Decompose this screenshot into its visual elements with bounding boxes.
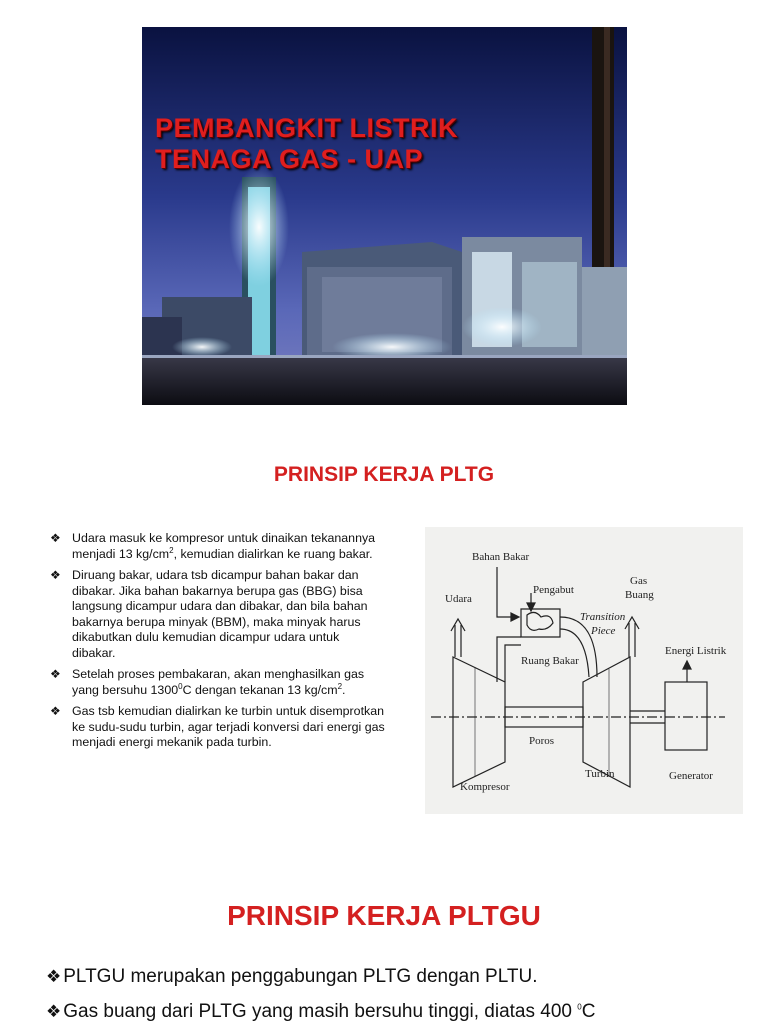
diagram-label-kompresor: Kompresor bbox=[460, 781, 510, 793]
generator-shape bbox=[665, 682, 707, 750]
diamond-bullet-icon: ❖ bbox=[50, 667, 61, 681]
diagram-label-buang: Buang bbox=[625, 589, 654, 601]
cover-photo bbox=[142, 27, 627, 405]
pltgu-bullet-item: ❖ Gas buang dari PLTG yang masih bersuhu tinggi, diatas 400 $^0$C bbox=[46, 1001, 596, 1022]
pltg-section-title: PRINSIP KERJA PLTG bbox=[273, 463, 495, 486]
diagram-label-generator: Generator bbox=[669, 770, 713, 782]
diagram-label-udara: Udara bbox=[445, 593, 472, 605]
pltg-bullet-list bbox=[50, 531, 385, 757]
diagram-label-piece: Piece bbox=[591, 625, 616, 637]
diamond-bullet-icon: ❖ bbox=[50, 531, 61, 545]
cover-title bbox=[155, 113, 458, 175]
diagram-label-ruang-bakar: Ruang Bakar bbox=[521, 655, 579, 667]
diamond-bullet-icon: ❖ bbox=[50, 704, 61, 718]
diamond-bullet-icon: ❖ bbox=[50, 568, 61, 582]
pltgu-bullet-item: ❖ PLTGU merupakan penggabungan PLTG dengan PLTU. bbox=[46, 966, 538, 987]
power-plant-illustration bbox=[142, 27, 627, 405]
pltgu-bullet-list bbox=[46, 965, 746, 1035]
diamond-bullet-icon: ❖ bbox=[46, 1002, 62, 1021]
diagram-label-pengabut: Pengabut bbox=[533, 584, 574, 596]
diagram-label-poros: Poros bbox=[529, 735, 555, 747]
pltg-diagram bbox=[425, 527, 743, 814]
pltg-bullet-item: ❖ Udara masuk ke kompresor untuk dinaikan tekanannya menjadi 13 $kg/cm^2$, kemudian dialirkan ke ruang bakar. bbox=[50, 531, 376, 561]
cover-title-line2: TENAGA GAS - UAP bbox=[155, 144, 424, 174]
pltgu-section-title: PRINSIP KERJA PLTGU bbox=[227, 900, 541, 931]
diamond-bullet-icon: ❖ bbox=[46, 967, 62, 986]
pltg-bullet-item: ❖ Gas tsb kemudian dialirkan ke turbin untuk disemprotkan ke sudu-sudu turbin, agar terjadi konversi dari energi gas menjadi energi mekanik pada turbin. bbox=[50, 704, 385, 749]
diagram-label-transition: Transition bbox=[580, 611, 626, 623]
diagram-label-energi-listrik: Energi Listrik bbox=[665, 645, 727, 657]
pltg-bullet-item: ❖ Setelah proses pembakaran, akan menghasilkan gas yang bersuhu 1300$^0$C dengan tekanan 13 $kg/cm^2$. bbox=[50, 667, 365, 697]
diagram-label-bahan-bakar: Bahan Bakar bbox=[472, 551, 530, 563]
diagram-label-turbin: Turbin bbox=[585, 768, 615, 780]
pltg-bullet-item: ❖ Diruang bakar, udara tsb dicampur bahan bakar dan dibakar. Jika bahan bakarnya berupa gas (BBG) bisa langsung dicampur udara dan dibakar, dan bila bahan bakarnya berupa minyak (BBM), maka minyak harus dikabutkan dulu kemudian dicampur udara untuk dibakar. bbox=[50, 568, 368, 660]
cover-title-line1: PEMBANGKIT LISTRIK bbox=[155, 113, 458, 143]
flame-shape bbox=[527, 612, 553, 630]
diagram-label-gas: Gas bbox=[630, 575, 648, 587]
